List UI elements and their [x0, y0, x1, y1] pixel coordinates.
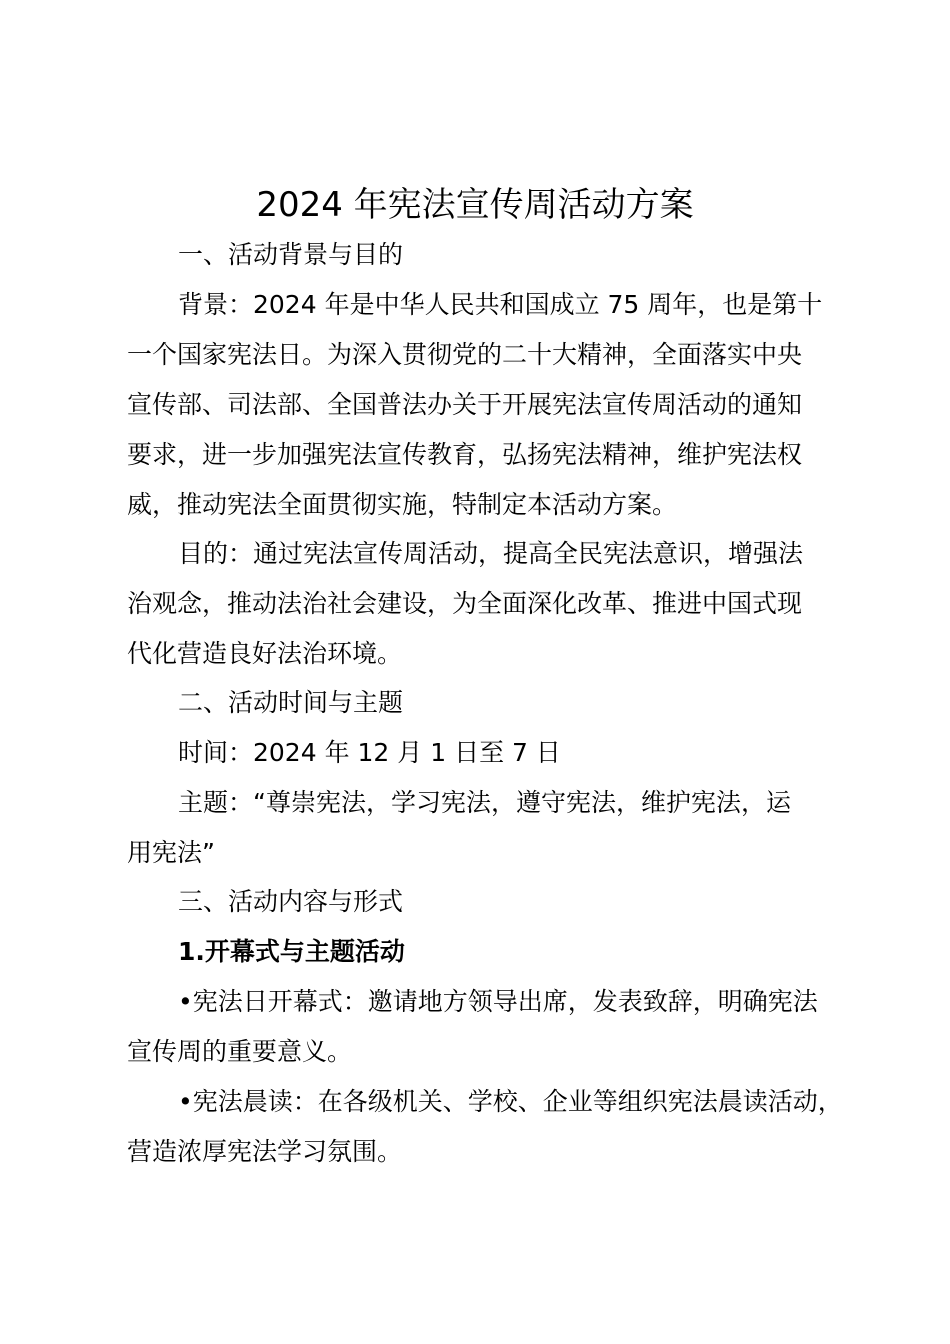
subheading-opening-theme-activities: 1.开幕式与主题活动 — [178, 937, 405, 966]
bullet-morning-reading-line-1: •宪法晨读：在各级机关、学校、企业等组织宪法晨读活动， — [178, 1087, 843, 1116]
paragraph-theme-line-1: 主题：“尊崇宪法，学习宪法，遵守宪法，维护宪法，运 — [178, 788, 791, 817]
paragraph-theme-line-2: 用宪法” — [127, 838, 215, 867]
paragraph-purpose-line-2: 治观念，推动法治社会建设，为全面深化改革、推进中国式现 — [127, 589, 803, 618]
section-heading-background-purpose: 一、活动背景与目的 — [178, 240, 404, 269]
bullet-opening-ceremony-line-1: •宪法日开幕式：邀请地方领导出席，发表致辞，明确宪法 — [178, 987, 818, 1016]
bullet-morning-reading-line-2: 营造浓厚宪法学习氛围。 — [127, 1137, 403, 1166]
section-heading-content-form: 三、活动内容与形式 — [178, 887, 404, 916]
paragraph-background-line-1: 背景：2024 年是中华人民共和国成立 75 周年，也是第十 — [178, 290, 823, 319]
paragraph-background-line-2: 一个国家宪法日。为深入贯彻党的二十大精神，全面落实中央 — [127, 340, 803, 369]
document-title: 2024 年宪法宣传周活动方案 — [256, 185, 694, 225]
paragraph-background-line-4: 要求，进一步加强宪法宣传教育，弘扬宪法精神，维护宪法权 — [127, 440, 803, 469]
paragraph-purpose-line-3: 代化营造良好法治环境。 — [127, 639, 403, 668]
section-heading-time-theme: 二、活动时间与主题 — [178, 688, 404, 717]
paragraph-time: 时间：2024 年 12 月 1 日至 7 日 — [178, 738, 561, 767]
paragraph-background-line-5: 威，推动宪法全面贯彻实施，特制定本活动方案。 — [127, 490, 678, 519]
paragraph-background-line-3: 宣传部、司法部、全国普法办关于开展宪法宣传周活动的通知 — [127, 390, 803, 419]
paragraph-purpose-line-1: 目的：通过宪法宣传周活动，提高全民宪法意识，增强法 — [178, 539, 804, 568]
bullet-opening-ceremony-line-2: 宣传周的重要意义。 — [127, 1037, 353, 1066]
